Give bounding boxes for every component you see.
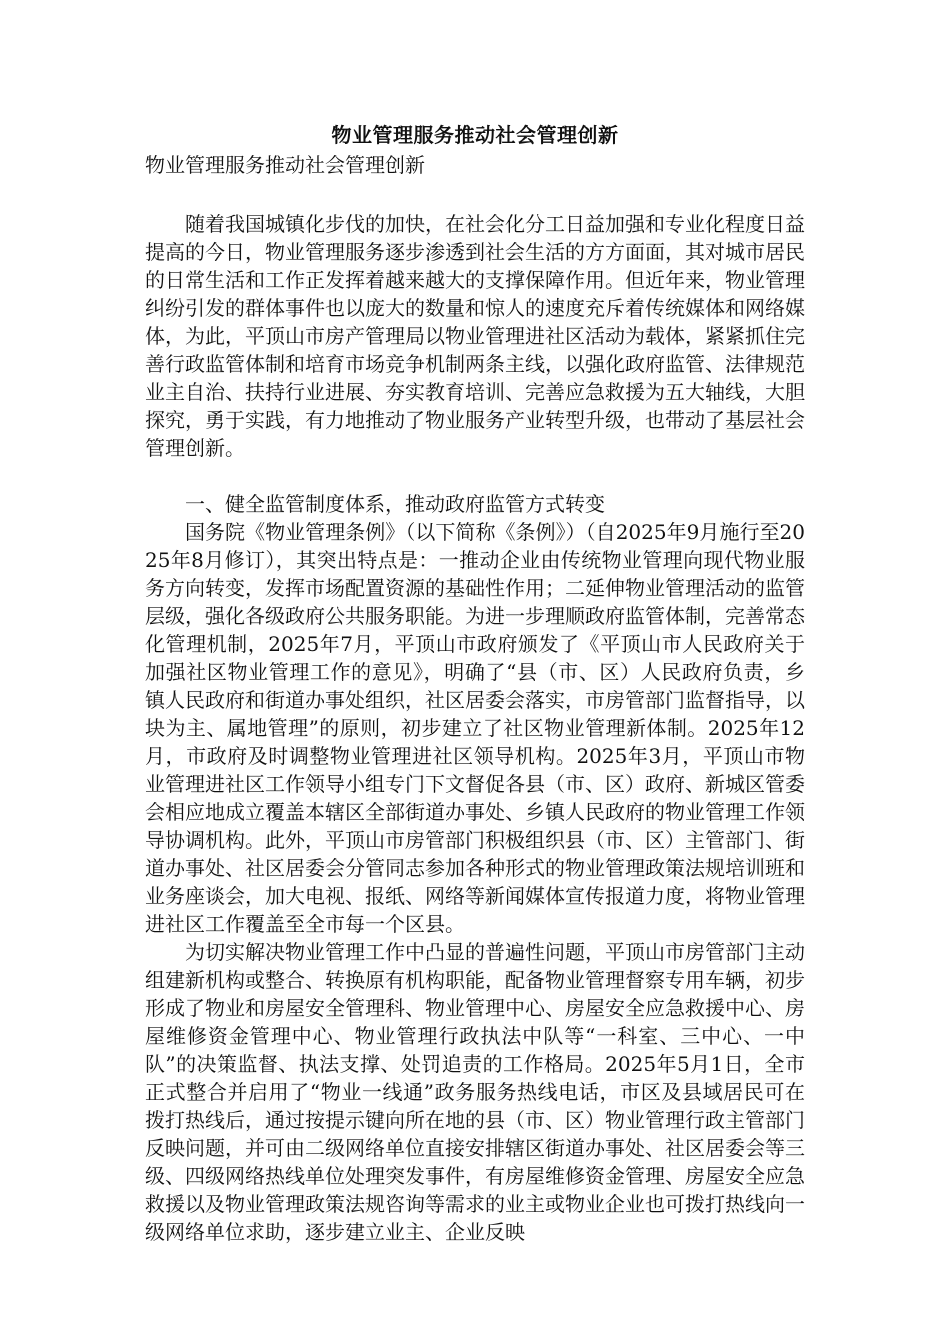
section-heading: 一、健全监管制度体系，推动政府监管方式转变	[185, 492, 605, 516]
intro-paragraph: 随着我国城镇化步伐的加快，在社会化分工日益加强和专业化程度日益提高的今日，物业管理服务逐步渗透到社会生活的方方面面，其对城市居民的日常生活和工作正发挥着越来越大的支撑保障作用。但近年来，物业管理纠纷引发的群体事件也以庞大的数量和惊人的速度充斥着传统媒体和网络媒体，为此，平顶山市房产管理局以物业管理进社区活动为载体，紧紧抓住完善行政监管体制和培育市场竞争机制两条主线，以强化政府监管、法律规范业主自治、扶持行业进展、夯实教育培训、完善应急救援为五大轴线，大胆探究，勇于实践，有力地推动了物业服务产业转型升级，也带动了基层社会管理创新。	[145, 212, 805, 460]
document-body	[145, 120, 805, 1246]
document-subtitle: 物业管理服务推动社会管理创新	[145, 153, 425, 177]
body-paragraph: 为切实解决物业管理工作中凸显的普遍性问题，平顶山市房管部门主动组建新机构或整合、转换原有机构职能，配备物业管理督察专用车辆，初步形成了物业和房屋安全管理科、物业管理中心、房屋安全应急救援中心、房屋维修资金管理中心、物业管理行政执法中队等“一科室、三中心、一中队”的决策监督、执法支撑、处罚追责的工作格局。2025年5月1日，全市正式整合并启用了“物业一线通”政务服务热线电话，市区及县域居民可在拨打热线后，通过按提示键向所在地的县（市、区）物业管理行政主管部门反映问题，并可由二级网络单位直接安排辖区街道办事处、社区居委会等三级、四级网络热线单位处理突发事件，有房屋维修资金管理、房屋安全应急救援以及物业管理政策法规咨询等需求的业主或物业企业也可拨打热线向一级网络单位求助，逐步建立业主、企业反映	[145, 940, 805, 1244]
body-paragraph: 国务院《物业管理条例》（以下简称《条例》）（自2025年9月施行至2025年8月修订），其突出特点是：一推动企业由传统物业管理向现代物业服务方向转变，发挥市场配置资源的基础性作用；二延伸物业管理活动的监管层级，强化各级政府公共服务职能。为进一步理顺政府监管体制，完善常态化管理机制，2025年7月，平顶山市政府颁发了《平顶山市人民政府关于加强社区物业管理工作的意见》，明确了“县（市、区）人民政府负责，乡镇人民政府和街道办事处组织，社区居委会落实，市房管部门监督指导，以块为主、属地管理”的原则，初步建立了社区物业管理新体制。2025年12月，市政府及时调整物业管理进社区领导机构。2025年3月，平顶山市物业管理进社区工作领导小组专门下文督促各县（市、区）政府、新城区管委会相应地成立覆盖本辖区全部街道办事处、乡镇人民政府的物业管理工作领导协调机构。此外，平顶山市房管部门积极组织县（市、区）主管部门、街道办事处、社区居委会分管同志参加各种形式的物业管理政策法规培训班和业务座谈会，加大电视、报纸、网络等新闻媒体宣传报道力度，将物业管理进社区工作覆盖至全市每一个区县。	[145, 520, 805, 936]
document-title: 物业管理服务推动社会管理创新	[331, 123, 619, 147]
